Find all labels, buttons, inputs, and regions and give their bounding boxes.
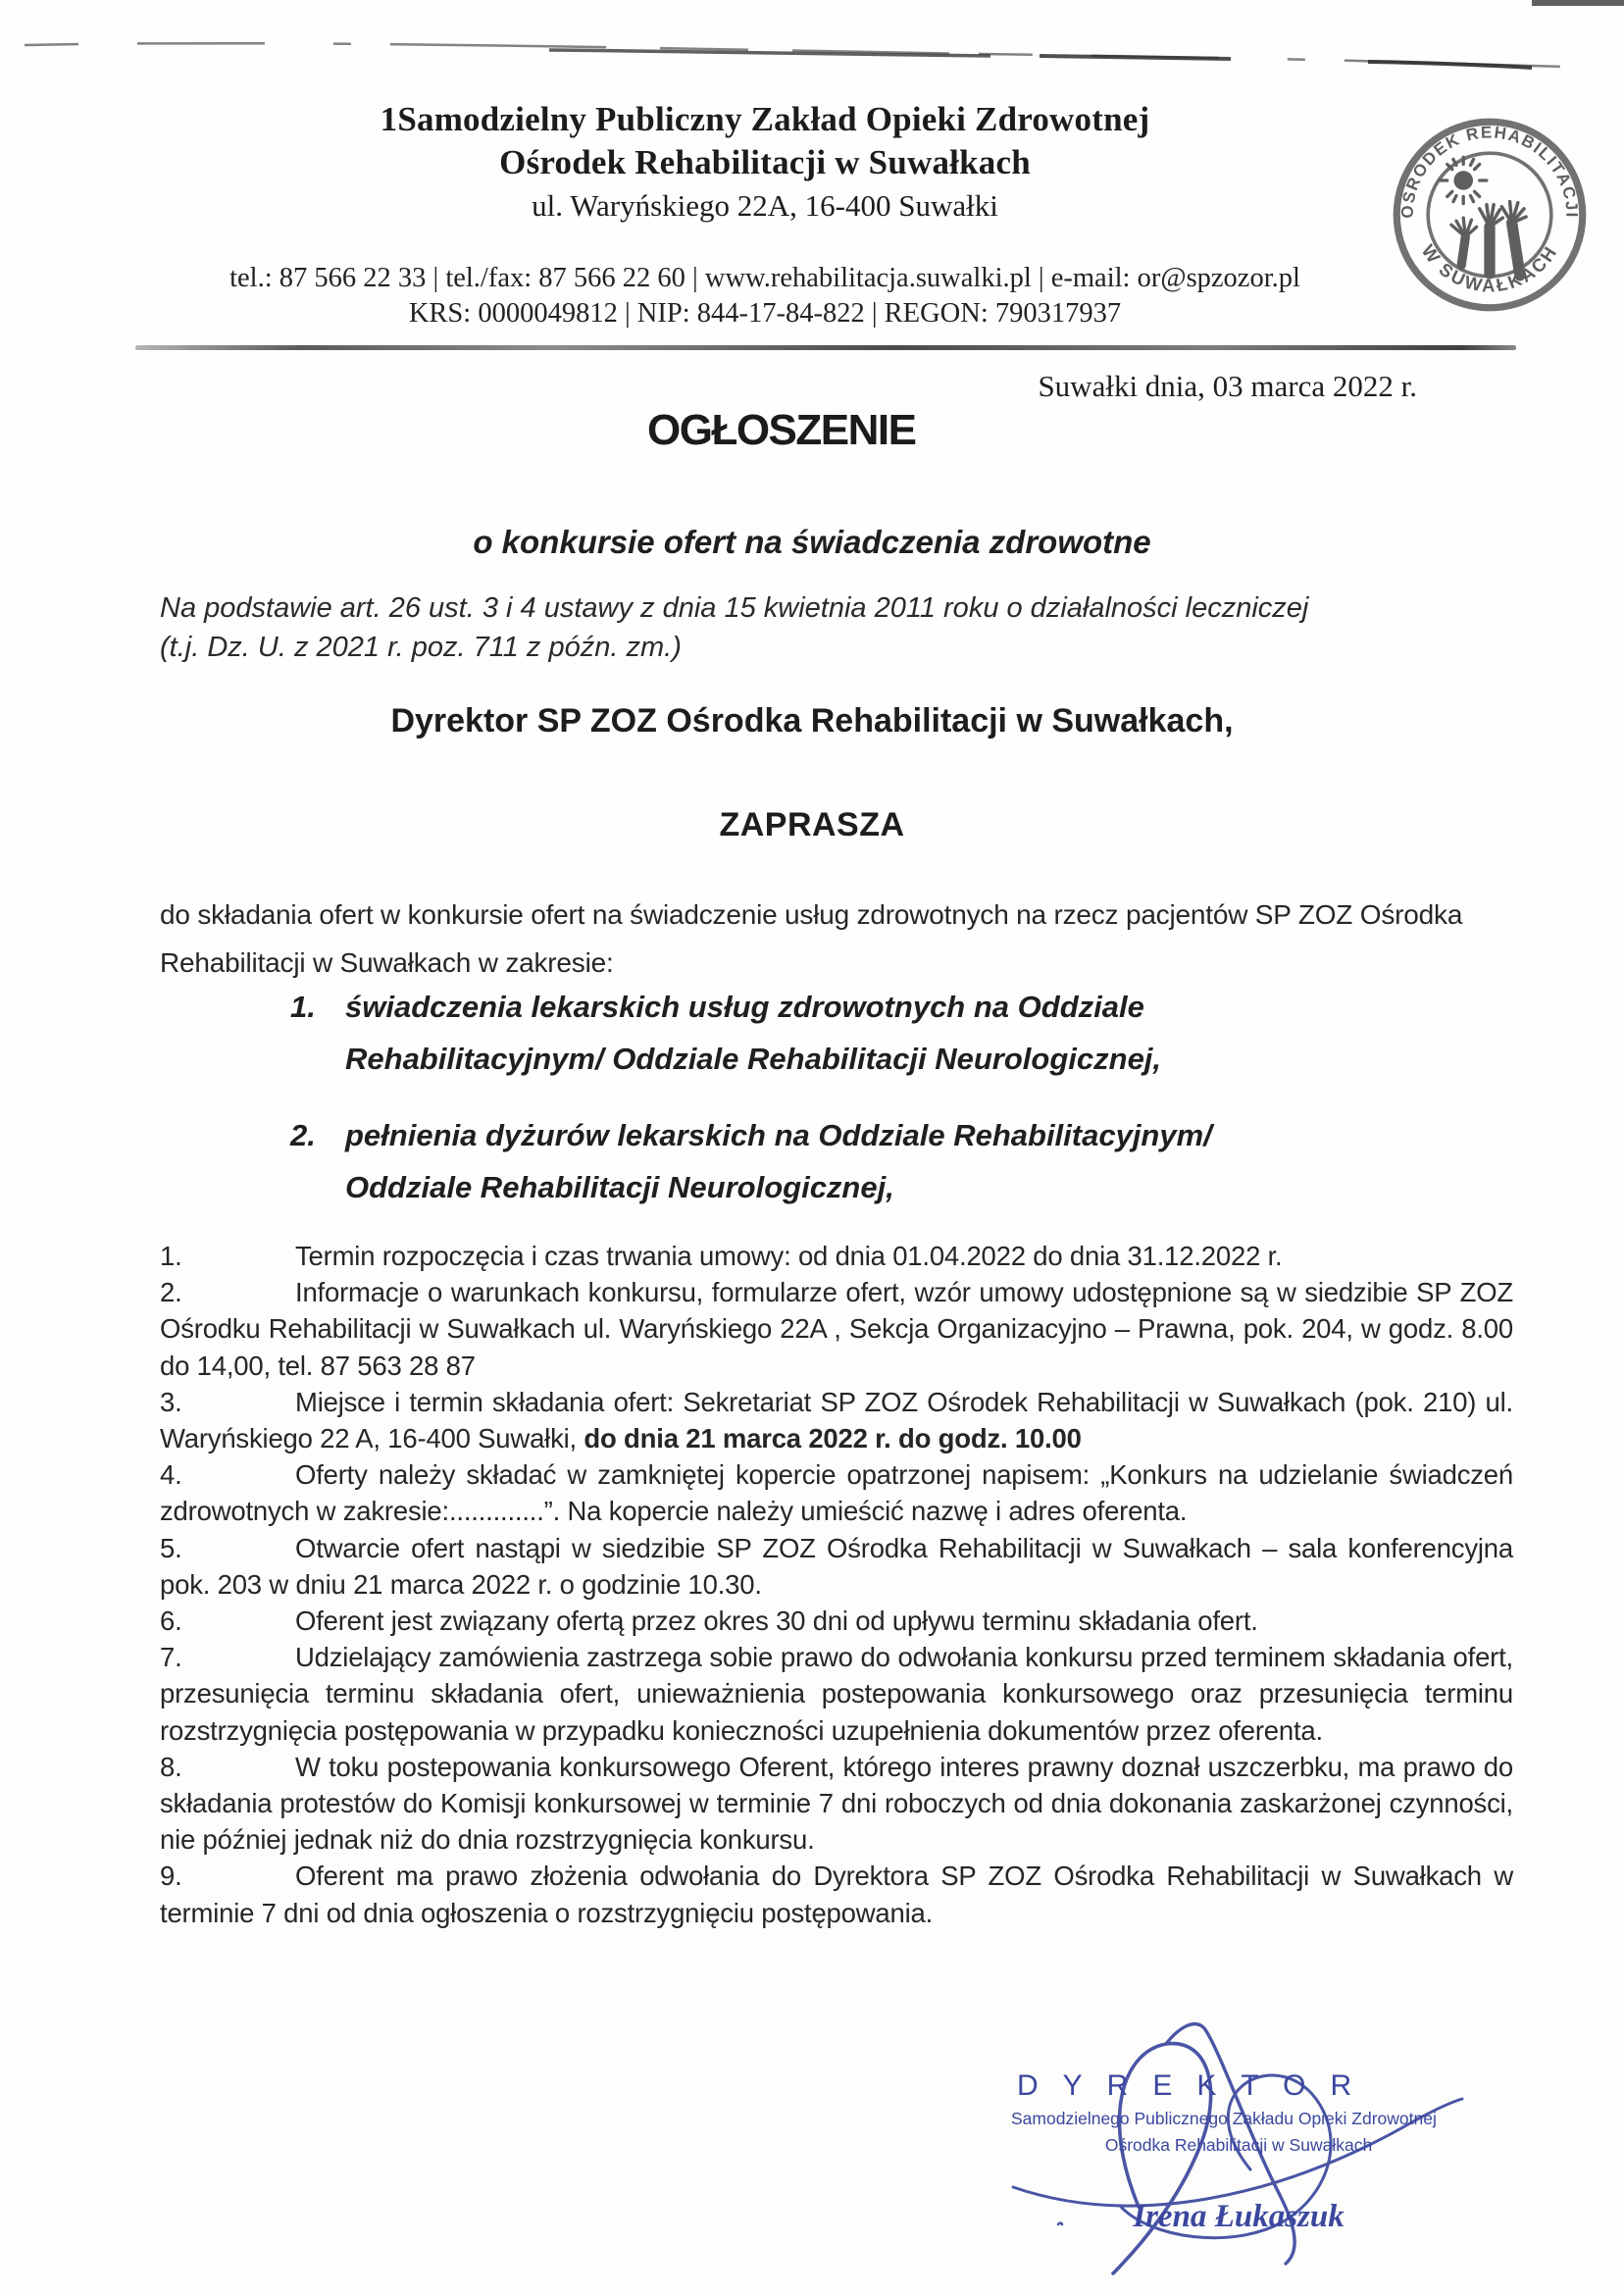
header-divider	[135, 345, 1516, 350]
scope-item-text: pełnienia dyżurów lekarskich na Oddziale Rehabilitacyjnym/ Oddziale Rehabilitacji Neurologicznej,	[345, 1118, 1212, 1204]
body-paragraph	[160, 1749, 1513, 1859]
seal-hands-icon	[1451, 202, 1526, 276]
terms-paragraphs	[160, 1238, 1513, 1931]
date-line: Suwałki dnia, 03 marca 2022 r.	[1038, 369, 1417, 403]
scope-list	[290, 981, 1369, 1238]
scope-list-item	[290, 981, 1369, 1085]
scope-item-number: 1.	[290, 990, 316, 1024]
paragraph-text: W toku postepowania konkursowego Oferent, którego interes prawny doznał uszczerbku, ma prawo do składania protestów do Komisji konkursowej w terminie 7 dni roboczych od dnia dokonania zaskarżonej czynności, nie później jednak niż do dnia rozstrzygnięcia konkursu.	[160, 1751, 1513, 1856]
paragraph-text: Otwarcie ofert nastąpi w siedzibie SP ZOZ Ośrodka Rehabilitacji w Suwałkach – sala konferencyjna pok. 203 w dniu 21 marca 2022 r. o godzinie 10.30.	[160, 1532, 1513, 1600]
letterhead	[118, 98, 1412, 332]
paragraph-number: 8.	[160, 1751, 182, 1782]
body-paragraph	[160, 1603, 1513, 1639]
org-contact-line: tel.: 87 566 22 33 | tel./fax: 87 566 22 60 | www.rehabilitacja.suwalki.pl | e-mail: or@spzozor.pl	[229, 263, 1300, 293]
org-address: ul. Waryńskiego 22A, 16-400 Suwałki	[532, 188, 998, 223]
paragraph-number: 1.	[160, 1241, 182, 1271]
body-paragraph	[160, 1456, 1513, 1529]
org-name-line1: 1Samodzielny Publiczny Zakład Opieki Zdrowotnej	[380, 100, 1150, 138]
svg-text:OŚRODEK REHABILITACJI	[1397, 123, 1581, 219]
director-title-stamp: DYREKTOR	[1017, 2069, 1377, 2102]
body-paragraph	[160, 1858, 1513, 1930]
org-stamp-line1: Samodzielnego Publicznego Zakładu Opieki Zdrowotnej	[1011, 2109, 1437, 2128]
paragraph-text: Oferty należy składać w zamkniętej kopercie opatrzonej napisem: „Konkurs na udzielanie świadczeń zdrowotnych w zakresie:.............”. Na kopercie należy umieścić nazwę i adres oferenta.	[160, 1459, 1513, 1527]
announcement-subtitle: o konkursie ofert na świadczenia zdrowotne	[473, 524, 1151, 560]
signature-stamp	[956, 2001, 1525, 2295]
paragraph-text-bold: do dnia 21 marca 2022 r. do godz. 10.00	[584, 1423, 1082, 1454]
paragraph-number: 7.	[160, 1642, 182, 1673]
org-seal-icon	[1389, 114, 1591, 316]
page-title: OGŁOSZENIE	[647, 406, 916, 454]
invitation-heading: ZAPRASZA	[719, 806, 905, 843]
intro-paragraph: do składania ofert w konkursie ofert na świadczenie usług zdrowotnych na rzecz pacjentów SP ZOZ Ośrodka Rehabilitacji w Suwałkach w zakresie:	[160, 899, 1463, 978]
paragraph-number: 3.	[160, 1386, 182, 1417]
paragraph-number: 4.	[160, 1459, 182, 1491]
scope-list-item	[290, 1109, 1369, 1213]
paragraph-number: 2.	[160, 1277, 182, 1308]
seal-bottom-text: W SUWAŁKACH	[1417, 240, 1562, 296]
body-paragraph	[160, 1639, 1513, 1749]
scope-item-number: 2.	[290, 1118, 316, 1152]
body-paragraph	[160, 1530, 1513, 1603]
director-heading: Dyrektor SP ZOZ Ośrodka Rehabilitacji w Suwałkach,	[390, 702, 1234, 740]
paragraph-number: 6.	[160, 1606, 182, 1637]
seal-sun-icon	[1441, 157, 1487, 203]
paragraph-number: 5.	[160, 1532, 182, 1563]
paragraph-text: Termin rozpoczęcia i czas trwania umowy: od dnia 01.04.2022 do dnia 31.12.2022 r.	[295, 1241, 1283, 1271]
scope-item-text: świadczenia lekarskich usług zdrowotnych na Oddziale Rehabilitacyjnym/ Oddziale Rehabilitacji Neurologicznej,	[345, 990, 1162, 1076]
org-name-line2: Ośrodek Rehabilitacji w Suwałkach	[499, 143, 1031, 181]
legal-basis-line2: (t.j. Dz. U. z 2021 r. poz. 711 z późn. zm.)	[160, 632, 682, 663]
org-stamp-line2: Ośrodka Rehabilitacji w Suwałkach	[1104, 2135, 1373, 2155]
seal-top-text: OŚRODEK REHABILITACJI	[1397, 123, 1582, 220]
body-paragraph	[160, 1274, 1513, 1384]
legal-basis-line1: Na podstawie art. 26 ust. 3 i 4 ustawy z dnia 15 kwietnia 2011 roku o działalności leczniczej	[160, 592, 1309, 624]
paragraph-text: Udzielający zamówienia zastrzega sobie prawo do odwołania konkursu przed terminem składania ofert, przesunięcia terminu składania ofert, unieważnienia postepowania konkursowego oraz przesunięcia terminu rozstrzygnięcia postępowania w przypadku konieczności uzupełnienia dokumentów przez oferenta.	[160, 1642, 1513, 1746]
scan-artifact-line	[0, 0, 1624, 78]
paragraph-text: Oferent ma prawo złożenia odwołania do Dyrektora SP ZOZ Ośrodka Rehabilitacji w Suwałkach w terminie 7 dni od dnia ogłoszenia o rozstrzygnięciu postępowania.	[160, 1861, 1513, 1928]
paragraph-number: 9.	[160, 1861, 182, 1892]
body-paragraph	[160, 1384, 1513, 1456]
paragraph-text: Informacje o warunkach konkursu, formularze ofert, wzór umowy udostępnione są w siedzibie SP ZOZ Ośrodku Rehabilitacji w Suwałkach ul. Waryńskiego 22A , Sekcja Organizacyjno – Prawna, pok. 204, w godz. 8.00 do 14,00, tel. 87 563 28 87	[160, 1277, 1513, 1381]
body-paragraph	[160, 1238, 1513, 1274]
paragraph-text: Oferent jest związany ofertą przez okres 30 dni od upływu terminu składania ofert.	[295, 1606, 1258, 1637]
director-name-stamp: Irena Łukaszuk	[1133, 2199, 1345, 2234]
legal-basis	[160, 588, 1552, 667]
paragraph-text: Miejsce i termin składania ofert: Sekretariat SP ZOZ Ośrodek Rehabilitacji w Suwałkach (pok. 210) ul. Waryńskiego 22 A, 16-400 Suwałki,	[160, 1386, 1513, 1454]
org-registry-line: KRS: 0000049812 | NIP: 844-17-84-822 | REGON: 790317937	[408, 298, 1122, 329]
